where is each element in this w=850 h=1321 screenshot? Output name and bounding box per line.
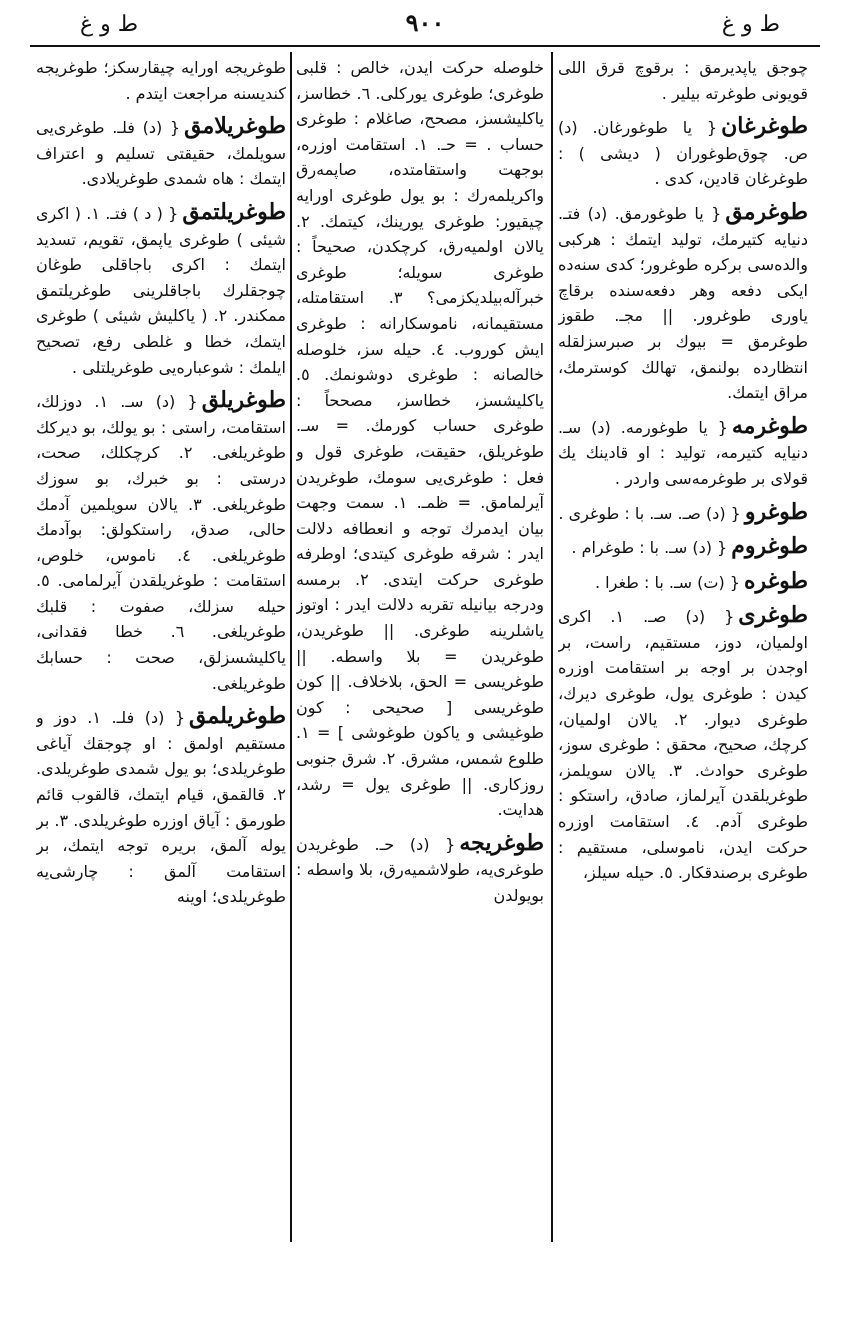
dictionary-entry — [558, 534, 808, 561]
column-separator — [551, 52, 553, 1242]
entry-headword: طوغروم — [731, 533, 808, 560]
dictionary-entry — [36, 388, 286, 696]
entry-definition: { (د) فلـ. طوغری‌یی سویلمك، حقیقتی تسلیم و اعتراف ایتمك : هاه شمدی طوغریلادی. — [36, 118, 286, 189]
column-separator — [290, 52, 292, 1242]
entry-definition: { یا طوغورمه. (د) سـ. دنیایه کتیرمه، تولید : او قادینك یك قولای بر طوغرمه‌سی واردر . — [558, 417, 808, 488]
entry-headword: طوغرغان — [721, 113, 808, 140]
column-right — [558, 55, 808, 1240]
entry-definition: { (د) صـ. ١. اکری اولمیان، دوز، مستقیم، راست، بر اوجدن بر اوجه بر استقامت اوزره کیدن : طوغری یول، طوغری دیرك، طوغری دیوار. ٢. یالان اولمیان، کرچك، صحیح، محقق : طوغری سوز، طوغری حوادث. ٣. یالان سویلمز، طوغریلقدن آیرلماز، صادق، راستکو : طوغری آدم. ٤. استقامت اوزره حرکت ایدن، ناموسلی، مستقیم : طوغری برصندقکار. ٥. حیله سیلز، — [558, 607, 808, 883]
entry-headword: طوغریلامق — [184, 113, 286, 140]
entry-headword: طوغریجه — [459, 829, 544, 856]
entry-headword: طوغریلق — [201, 387, 286, 414]
entry-definition: { یا طوغورمق. (د) فتـ. دنیایه کتیرمك، تولید ایتمك : هرکبی والده‌سی برکره طوغرور؛ کدی سنه‌ده ایکی دفعه وهر دفعه‌سنده برقاچ یاوری طوغرور. || مجـ. طقوز طوغرمق = بیوك بر صبرسزلقله انتظارده بولنمق، تهالك کوسترمك، مراق ایتمك. — [558, 203, 808, 403]
dictionary-entry — [558, 569, 808, 596]
entry-headword: طوغریلمق — [189, 703, 286, 730]
dictionary-entry — [558, 55, 808, 106]
entry-definition: خلوصله حرکت ایدن، خالص : قلبی طوغری؛ طوغری یورکلی. ٦. خطاسز، یاکلیشسز، مصحح، صاغلام : طوغری حساب . = حـ. ١. استقامت اوزره، بوجهت واستقامتده، صاپمه‌رق واکریلمه‌رك : بو یول طوغری اورایه چیقیور: طوغری یورینك، کیتمك. ٢. یالان اولمیه‌رق، کرچکدن، صحیحاً : طوغری سویله؛ طوغری خبرآله‌بیلدیکزمی؟ ٣. استقامتله، مستقیمانه، ناموسکارانه : طوغری ایش کوروب. ٤. حیله سز، خلوصله خالصانه : طوغری دوشونمك. ٥. یاکلیشسز، خطاسز، مصححاً : طوغری حساب کورمك. = سـ. طوغریلق، حقیقت، طوغری قول و فعل : طوغری‌یی سومك، طوغریدن آیرلمامق. = ظمـ. ١. سمت وجهت بیان ایدمرك توجه و انعطافه دلالت ایدر : شرقه طوغری کیتدی؛ اوطرفه طوغری حرکت ایتدی. ٢. برمسه ودرجه بیانیله تقربه دلالت ایدر : اوتوز یاشلرینه طوغری. || طوغریدن، طوغریدن = بلا واسطه. || طوغریسی = الحق، بلاخلاف. || کون طوغریسی [ صحیحی : کون طوغیشی و یاکون طوغوشی ] = ١. طلوع شمس، مشرق. ٢. شرق جنوبی روزکاری. || طوغری یول = رشد، هدایت. — [296, 58, 544, 820]
dictionary-entry — [296, 55, 544, 823]
entry-headword: طوغری — [738, 602, 808, 629]
dictionary-entry — [558, 414, 808, 492]
entry-definition: { (د) سـ. با : طوغرام . — [571, 538, 728, 558]
entry-definition: { (د) صـ. سـ. با : طوغری . — [558, 503, 741, 523]
dictionary-entry — [558, 500, 808, 527]
column-middle — [296, 55, 544, 1240]
page-number: ٩٠٠ — [405, 8, 445, 37]
entry-definition: { ( د ) فتـ. ١. ( اکری شیئی ) طوغری یاپمق، تقویم، تسدید ایتمك : اکری باجاقلی طوغان چوجقلرك باجاقلرینی طوغریلتمق ممکندر. ٢. ( یاکلیش شیئی ) طوغری ایتمك، خطا و غلطی رفع، تصحیح ایلمك : شوعباره‌یی طوغریلتلی . — [36, 203, 286, 377]
entry-definition: چوجق یاپدیرمق : برقوچ قرق اللی قویونی طوغرته بیلیر . — [558, 58, 808, 103]
dictionary-entry — [558, 114, 808, 192]
entry-headword: طوغرمه — [731, 412, 808, 439]
entry-definition: { (د) حـ. طوغریدن طوغری‌یه، طولاشمیه‌رق، بلا واسطه : بویولدن — [296, 834, 544, 905]
entry-definition: { (د) فلـ. ١. دوز و مستقیم اولمق : او چوجقك آیاغی طوغریلدی؛ بو یول شمدی طوغریلدی. ٢. قالقمق، قیام ایتمك، قالقوب قائم طورمق : آیاق اوزره طوغریلدی. ٣. بر یوله آلمق، بریره توجه ایتمك، بر استقامت آلمق : چارشی‌یه طوغریلدی؛ اوینه — [36, 708, 286, 907]
dictionary-entry — [296, 831, 544, 909]
dictionary-entry — [36, 55, 286, 106]
dictionary-entry — [36, 704, 286, 910]
entry-headword: طوغرمق — [725, 198, 808, 225]
dictionary-entry — [558, 200, 808, 406]
dictionary-entry — [36, 114, 286, 192]
dictionary-entry — [36, 200, 286, 380]
column-left — [36, 55, 286, 1240]
header-left-letters: ط و غ — [80, 12, 139, 37]
entry-definition: طوغریجه اورایه چیقارسکز؛ طوغریجه کندیسنه مراجعت ایتدم . — [36, 58, 286, 103]
header-rule — [30, 45, 820, 47]
entry-headword: طوغره — [743, 567, 808, 594]
entry-headword: طوغریلتمق — [182, 198, 286, 225]
entry-headword: طوغرو — [744, 498, 808, 525]
dictionary-entry — [558, 603, 808, 886]
entry-definition: { (ت) سـ. با : طغرا . — [595, 572, 740, 592]
entry-definition: { یا طوغورغان. (د) ص. چوق‌طوغوران ( دیشی ) : طوغرغان قادین، کدی . — [558, 118, 808, 189]
page-header — [30, 8, 820, 38]
header-right-letters: ط و غ — [721, 12, 780, 37]
entry-definition: { (د) سـ. ١. دوزلك، استقامت، راستی : بو یولك، بو دیرکك طوغریلغی. ٢. کرچکلك، صحت، درستی : بو خبرك، بو سوزك طوغریلغی. ٣. یالان سویلمین آدمك حالی، صدق، راستکولق: بوآدمك طوغریلغی. ٤. ناموس، خلوص، استقامت : طوغریلقدن آیرلمامی. ٥. حیله سزلك، صفوت : قلبك طوغریلغی. ٦. خطا فقدانی، یاکلیشسزلق، صحت : حسابك طوغریلغی. — [36, 392, 286, 693]
